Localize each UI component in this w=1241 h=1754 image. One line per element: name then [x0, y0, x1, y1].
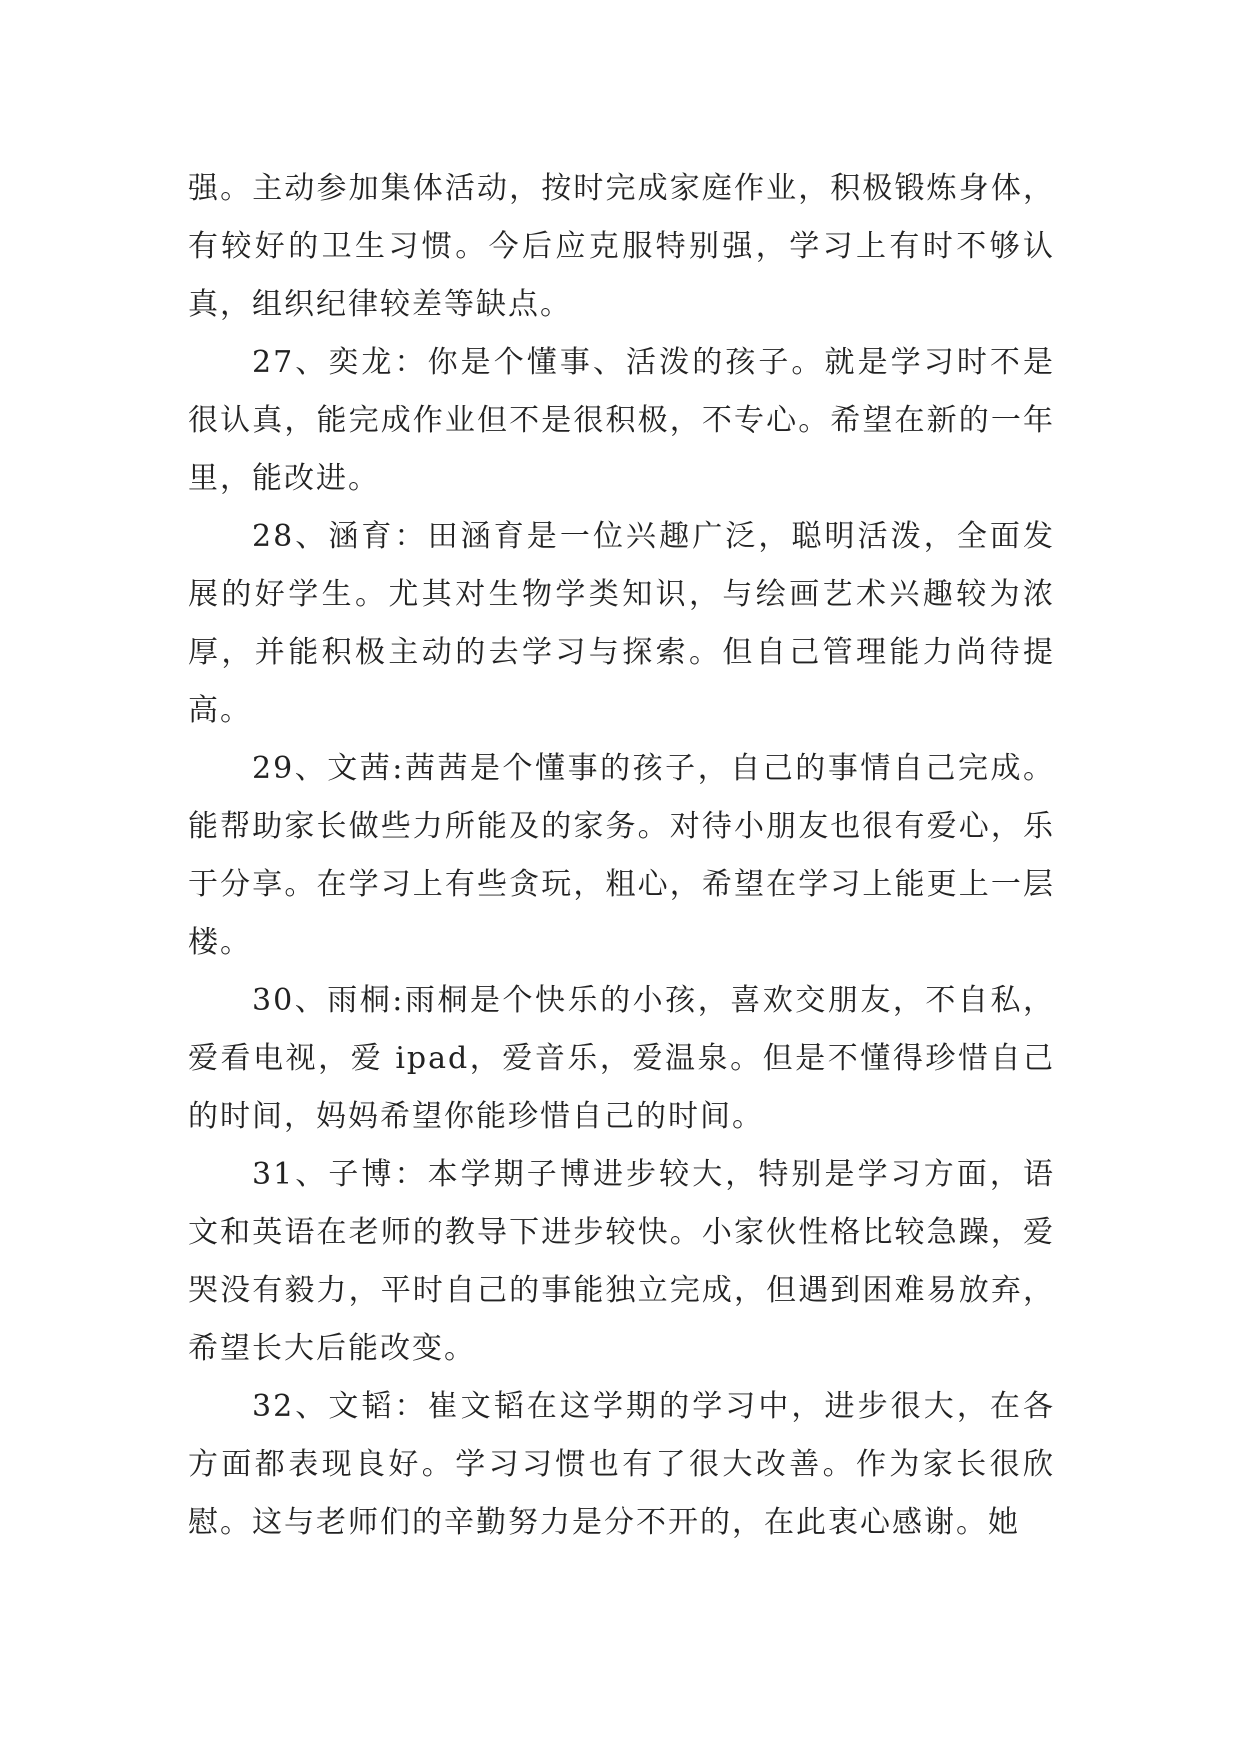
document-body — [188, 160, 1055, 1552]
paragraph-comment-31: 31、子博：本学期子博进步较大，特别是学习方面，语文和英语在老师的教导下进步较快。小家伙性格比较急躁，爱哭没有毅力，平时自己的事能独立完成，但遇到困难易放弃，希望长大后能改变。 — [188, 1157, 1055, 1366]
paragraph-comment-30: 30、雨桐:雨桐是个快乐的小孩，喜欢交朋友，不自私，爱看电视，爱 ipad，爱音乐，爱温泉。但是不懂得珍惜自己的时间，妈妈希望你能珍惜自己的时间。 — [188, 983, 1055, 1134]
paragraph-comment-32: 32、文韬：崔文韬在这学期的学习中，进步很大，在各方面都表现良好。学习习惯也有了很大改善。作为家长很欣慰。这与老师们的辛勤努力是分不开的，在此衷心感谢。她 — [188, 1389, 1055, 1540]
paragraph-comment-28: 28、涵育：田涵育是一位兴趣广泛，聪明活泼，全面发展的好学生。尤其对生物学类知识，与绘画艺术兴趣较为浓厚，并能积极主动的去学习与探索。但自己管理能力尚待提高。 — [188, 519, 1055, 728]
paragraph-continuation: 强。主动参加集体活动，按时完成家庭作业，积极锻炼身体，有较好的卫生习惯。今后应克服特别强，学习上有时不够认真，组织纪律较差等缺点。 — [188, 171, 1055, 322]
paragraph-comment-29: 29、文茜:茜茜是个懂事的孩子，自己的事情自己完成。能帮助家长做些力所能及的家务。对待小朋友也很有爱心，乐于分享。在学习上有些贪玩，粗心，希望在学习上能更上一层楼。 — [188, 751, 1055, 960]
paragraph-comment-27: 27、奕龙：你是个懂事、活泼的孩子。就是学习时不是很认真，能完成作业但不是很积极，不专心。希望在新的一年里，能改进。 — [188, 345, 1055, 496]
